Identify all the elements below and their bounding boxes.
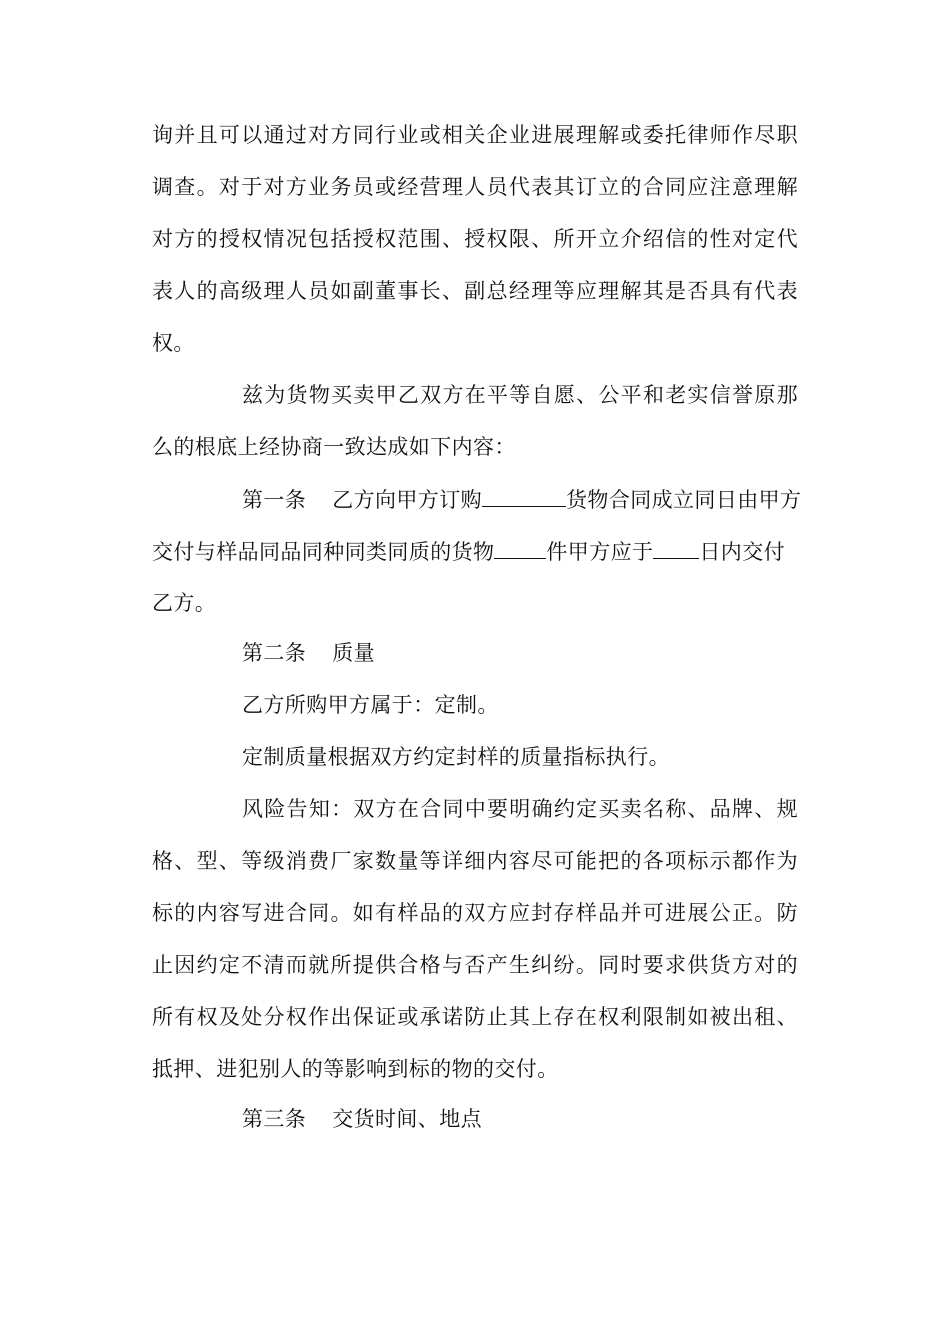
article-text: 交付与样品同品同种同类同质的货物	[152, 540, 495, 564]
article-text: 日内交付	[699, 540, 786, 564]
article-1-line	[152, 538, 798, 565]
article-2-heading	[242, 640, 798, 666]
paragraph-line: 乙方。	[152, 591, 217, 615]
fill-in-blank	[494, 538, 546, 559]
risk-notice-line: 抵押、进犯别人的等影响到标的物的交付。	[152, 1057, 559, 1081]
paragraph-line: 定制质量根据双方约定封样的质量指标执行。	[242, 745, 670, 769]
article-3-heading	[242, 1106, 798, 1132]
risk-notice-line: 格、型、等级消费厂家数量等详细内容尽可能把的各项标示都作为	[152, 849, 798, 873]
paragraph-line: 表人的高级理人员如副董事长、副总经理等应理解其是否具有代表	[152, 279, 798, 303]
paragraph-line: 调查。对于对方业务员或经营理人员代表其订立的合同应注意理解	[152, 175, 798, 199]
risk-notice-line: 所有权及处分权作出保证或承诺防止其上存在权利限制如被出租、	[152, 1005, 798, 1029]
paragraph-line: 么的根底上经协商一致达成如下内容：	[152, 435, 516, 459]
paragraph-line: 对方的授权情况包括授权范围、授权限、所开立介绍信的性对定代	[152, 227, 798, 251]
article-heading: 第一条	[242, 488, 307, 512]
risk-notice-line: 风险告知：双方在合同中要明确约定买卖名称、品牌、规	[242, 797, 798, 821]
risk-notice-line: 止因约定不清而就所提供合格与否产生纠纷。同时要求供货方对的	[152, 953, 798, 977]
article-1-line	[242, 486, 802, 513]
article-heading: 第三条	[242, 1107, 307, 1131]
article-title: 质量	[332, 641, 376, 665]
article-title: 交货时间、地点	[332, 1107, 483, 1131]
paragraph-line: 乙方所购甲方属于：定制。	[242, 693, 499, 717]
fill-in-blank	[653, 538, 699, 559]
risk-notice-line: 标的内容写进合同。如有样品的双方应封存样品并可进展公正。防	[152, 901, 798, 925]
article-heading: 第二条	[242, 641, 307, 665]
paragraph-line: 权。	[152, 331, 195, 355]
article-text: 件甲方应于	[546, 540, 654, 564]
paragraph-line: 兹为货物买卖甲乙双方在平等自愿、公平和老实信誉原那	[242, 383, 798, 407]
article-text: 乙方向甲方订购	[332, 488, 483, 512]
fill-in-blank	[482, 486, 566, 507]
paragraph-line: 询并且可以通过对方同行业或相关企业进展理解或委托律师作尽职	[152, 123, 798, 147]
article-text: 货物合同成立同日由甲方	[566, 488, 802, 512]
